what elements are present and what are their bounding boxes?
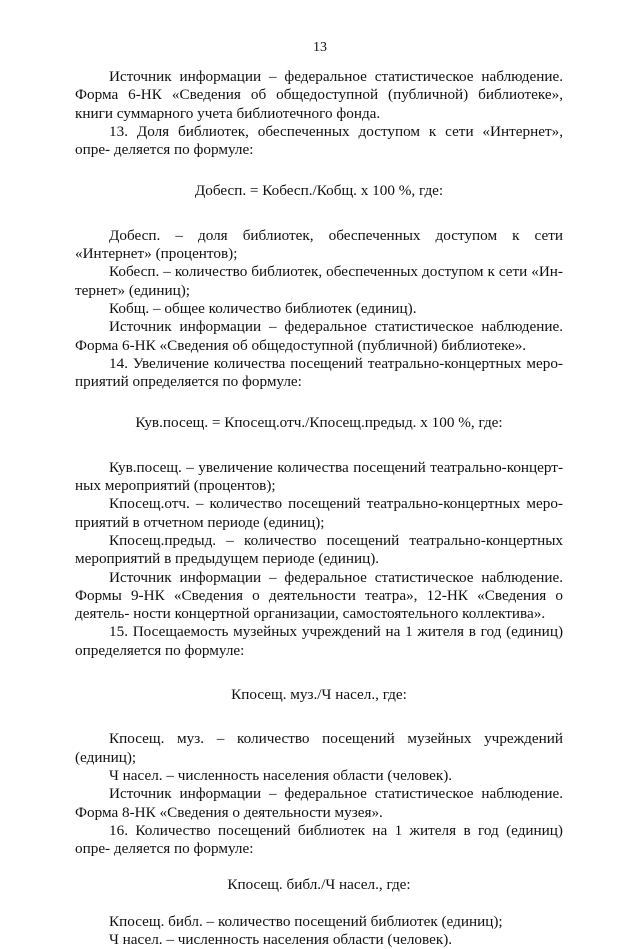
text-line: ности концертной организации, самостоятельного коллектива». [133,605,546,623]
text-line: суммарного учета библиотечного фонда. [116,104,381,122]
formula-2: Кув.посещ. = Кпосещ.отч./Кпосещ.предыд. х 100 %, где: [135,414,503,432]
text-line: приятий в отчетном периоде (единиц); [75,513,325,531]
text-line: Кпосещ.отч. – количество посещений театрально-концертных меро- [109,495,563,513]
text-line: Источник информации – федеральное статистическое наблюдение. [109,318,563,336]
text-line: Кув.посещ. – увеличение количества посещений театрально-концерт- [109,458,563,476]
item-15-paragraph [75,623,563,660]
text-line: приятий определяется по формуле: [75,373,302,391]
text-line: 13. Доля библиотек, обеспеченных доступом к сети «Интернет», опре- [75,122,563,159]
item-16-paragraph [75,822,563,859]
text-line: (процентов); [155,245,238,263]
definition-paragraph [75,931,563,949]
source-paragraph [75,318,563,355]
text-line: Ч насел. – численность населения области (человек). [109,766,453,784]
text-line: деляется по формуле: [113,840,254,858]
source-paragraph [75,785,563,822]
text-line: Кпосещ. муз. – количество посещений музейных учреждений (единиц); [75,730,563,766]
text-line: определяется по формуле: [75,641,245,659]
definition-paragraph [75,459,563,496]
text-line: Форма 8-НК «Сведения о деятельности музея». [75,803,383,821]
text-line: Кпосещ. библ. – количество посещений библиотек (единиц); [109,912,503,930]
text-line: Источник информации – федеральное статистическое наблюдение. [109,785,563,803]
text-line: Кобесп. – количество библиотек, обеспеченных доступом к сети «Ин- [109,263,563,281]
text-line: мероприятий в предыдущем периоде (единиц). [75,550,380,568]
text-line: 14. Увеличение количества посещений театрально-концертных меро- [109,354,563,372]
definition-paragraph [75,300,563,318]
text-line: тернет» (единиц); [75,281,190,299]
document-body [75,68,563,949]
text-line: деляется по формуле: [113,141,254,159]
definition-paragraph [75,767,563,785]
text-line: 15. Посещаемость музейных учреждений на 1 жителя в год (единиц) [109,623,563,641]
definition-paragraph [75,913,563,931]
definition-paragraph [75,730,563,767]
text-line: Источник информации – федеральное статистическое наблюдение. [109,568,563,586]
definition-paragraph [75,227,563,264]
text-line: 16. Количество посещений библиотек на 1 жителя в год (единиц) опре- [75,821,563,858]
source-paragraph [75,569,563,624]
definition-paragraph [75,263,563,300]
text-line: ных мероприятий (процентов); [75,477,276,495]
formula-3: Кпосещ. муз./Ч насел., где: [231,686,407,704]
definition-paragraph [75,532,563,569]
text-line: Форма 6-НК «Сведения об общедоступной (публичной) библиотеке». [75,336,527,354]
item-13-paragraph [75,123,563,160]
definition-paragraph [75,495,563,532]
text-line: Источник информации – федеральное статистическое наблюдение. [109,68,563,85]
text-line: Добесп. – доля библиотек, обеспеченных доступом к сети «Интернет» [75,226,563,263]
formula-1: Добесп. = Кобесп./Кобщ. х 100 %, где: [194,182,444,200]
text-line: Ч насел. – численность населения области (человек). [109,930,453,948]
text-line: Форма 6-НК «Сведения об общедоступной (публичной) библиотеке», книги [75,86,563,122]
text-line: Кпосещ.предыд. – количество посещений театрально-концертных [109,531,563,549]
text-line: Формы 9-НК «Сведения о деятельности театра», 12-НК «Сведения о деятель- [75,586,563,623]
text-line: Кобщ. – общее количество библиотек (единиц). [109,299,417,317]
formula-4: Кпосещ. библ./Ч насел., где: [227,876,411,894]
source-paragraph [75,68,563,123]
item-14-paragraph [75,355,563,392]
page-number: 13 [313,40,327,55]
